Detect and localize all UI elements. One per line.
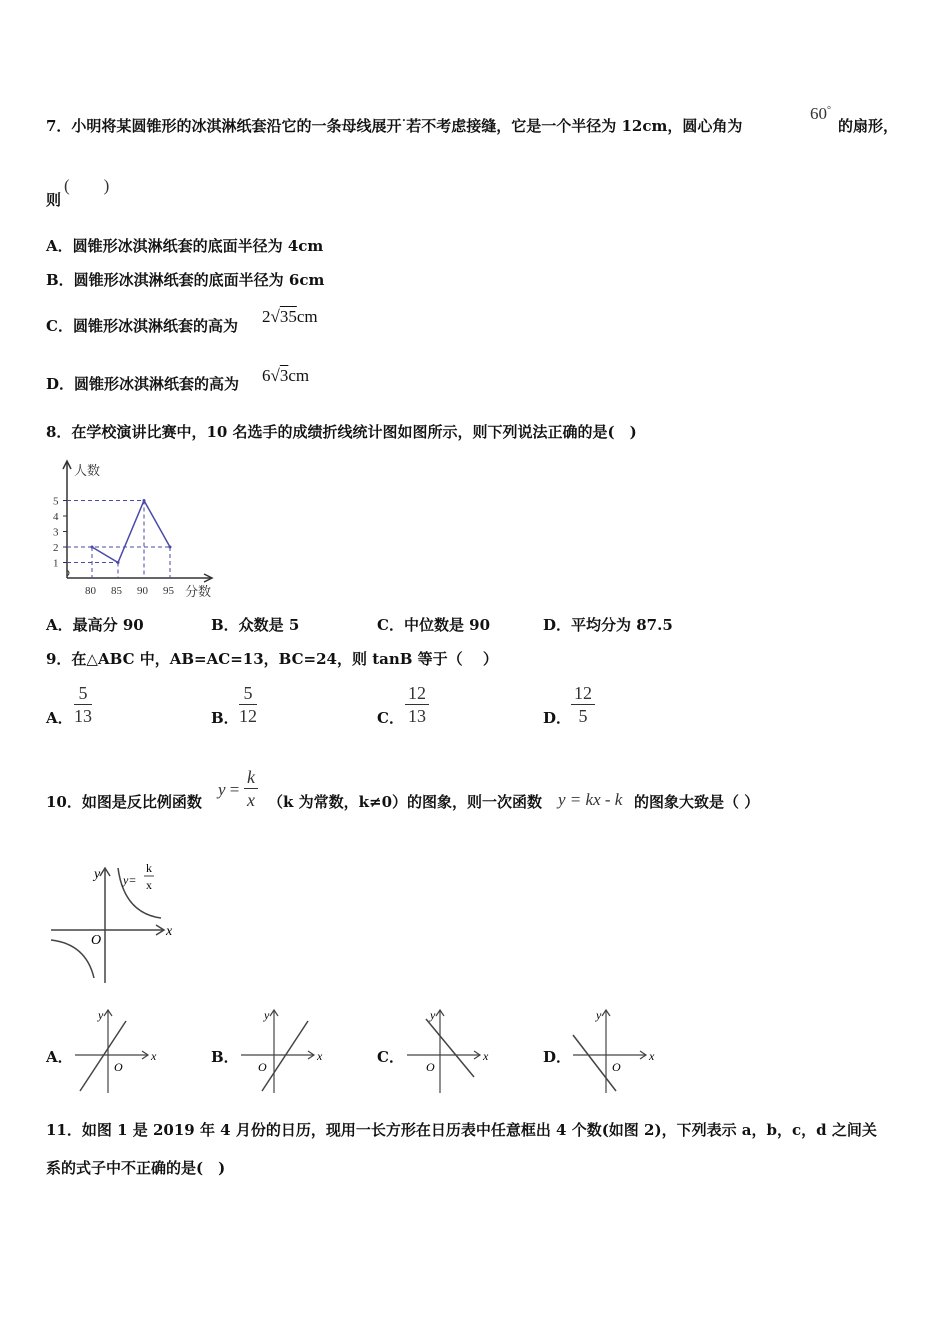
- q7-stem-part1: 7．小明将某圆锥形的冰淇淋纸套沿它的一条母线展开: [46, 117, 402, 135]
- q10-option-b-line: [262, 1021, 308, 1091]
- q9-option-a-label[interactable]: A．: [46, 709, 73, 727]
- q9-option-c-fraction: $\frac{12}{13}$: [405, 683, 429, 727]
- q7-option-a[interactable]: A．圆锥形冰淇淋纸套的底面半径为 4cm: [46, 237, 324, 255]
- svg-text:x: x: [649, 1049, 655, 1063]
- q8-y-axis-label: 人数: [74, 463, 101, 478]
- q10-option-c-graph[interactable]: [402, 1005, 497, 1095]
- q8-y-tick-label-5: 5: [53, 495, 59, 508]
- q7-answer-paren: ( ): [64, 176, 110, 195]
- q8-y-tick-label-1: 1: [53, 557, 59, 570]
- svg-text:O: O: [426, 1060, 435, 1074]
- svg-text:O: O: [258, 1060, 267, 1074]
- q7-stem-part2: 若不考虑接缝，它是一个半径为 12cm，圆心角为: [406, 117, 743, 135]
- svg-text:y: y: [430, 1008, 436, 1022]
- q7-option-d-text: D．圆锥形冰淇淋纸套的高为: [46, 375, 240, 393]
- q8-point-85: [117, 561, 120, 564]
- q10-graph-x-label: x: [166, 924, 173, 939]
- q8-x-tick-label-80: 80: [85, 585, 96, 597]
- q7-angle: 60°: [810, 104, 831, 123]
- q10-option-d-graph[interactable]: [568, 1005, 663, 1095]
- q10-func-y: y =: [218, 780, 240, 799]
- svg-text:y: y: [264, 1008, 270, 1022]
- q11-stem-line1: 11．如图 1 是 2019 年 4 月份的日历，现用一长方形在日历表中任意框出 4 个数(如图 2)，下列表示 a，b，c，d 之间关: [46, 1121, 877, 1139]
- q9-stem: 9．在△ABC 中，AB=AC=13，BC=24，则 tanB 等于（ ）: [46, 650, 498, 668]
- q10-curve-label-k: k: [146, 861, 152, 875]
- q10-stem-part1: 10．如图是反比例函数: [46, 793, 202, 811]
- q8-stem: 8．在学校演讲比赛中，10 名选手的成绩折线统计图如图所示，则下列说法正确的是( ): [46, 423, 637, 441]
- q7-dot: ·: [401, 111, 407, 129]
- q10-linear-func: y = kx - k: [558, 790, 623, 809]
- q7-option-d-math: 6√3cm: [262, 366, 310, 385]
- q7-option-c-math: 2√35cm: [262, 307, 318, 326]
- q10-hyperbola-branch-2: [51, 940, 94, 978]
- q9-option-d-fraction: $\frac{12}{5}$: [571, 683, 595, 727]
- q8-option-a[interactable]: A．最高分 90: [46, 616, 144, 634]
- q8-x-axis-label: 分数: [185, 584, 212, 599]
- q10-option-c-label[interactable]: C．: [377, 1048, 404, 1066]
- q10-option-d-label[interactable]: D．: [543, 1048, 572, 1066]
- q10-option-b-graph[interactable]: [236, 1005, 331, 1095]
- q8-option-d[interactable]: D．平均分为 87.5: [543, 616, 673, 634]
- q10-option-b-label[interactable]: B．: [211, 1048, 239, 1066]
- svg-text:O: O: [612, 1060, 621, 1074]
- svg-text:x: x: [317, 1049, 323, 1063]
- q7-option-d[interactable]: [46, 374, 239, 394]
- q10-option-d-line: [573, 1035, 616, 1091]
- svg-text:O: O: [114, 1060, 123, 1074]
- q8-line-chart: [40, 455, 230, 605]
- q9-option-b-label[interactable]: B．: [211, 709, 239, 727]
- q10-stem-part3: 的图象大致是（ ）: [634, 793, 760, 811]
- q7-option-c[interactable]: [46, 316, 238, 336]
- q8-x-tick-label-95: 95: [163, 585, 174, 597]
- q7-option-b[interactable]: B．圆锥形冰淇淋纸套的底面半径为 6cm: [46, 271, 325, 289]
- q8-y-tick-label-4: 4: [53, 511, 59, 523]
- q10-option-a-label[interactable]: A．: [46, 1048, 73, 1066]
- q8-x-tick-label-90: 90: [137, 585, 148, 597]
- q8-x-tick-label-85: 85: [111, 585, 122, 597]
- q10-graph-origin-label: O: [91, 933, 102, 948]
- q10-graph-y-label: y: [94, 867, 101, 882]
- q8-point-90: [143, 499, 146, 502]
- q10-hyperbola-figure: [46, 858, 181, 988]
- svg-text:x: x: [151, 1049, 157, 1063]
- svg-text:x: x: [483, 1049, 489, 1063]
- q8-y-tick-label-3: 3: [53, 526, 59, 539]
- q11-stem-line2: 系的式子中不正确的是( ): [46, 1159, 226, 1177]
- q9-option-c-label[interactable]: C．: [377, 709, 404, 727]
- q9-option-a-fraction: $\frac{5}{13}$: [74, 683, 92, 726]
- q10-option-a-graph[interactable]: [70, 1005, 165, 1095]
- q10-curve-label-y: y=: [123, 873, 137, 887]
- q8-option-c[interactable]: C．中位数是 90: [377, 616, 491, 634]
- q8-point-80: [91, 546, 94, 549]
- q10-func-fraction: $\frac{k}{x}$: [244, 767, 258, 811]
- q8-y-tick-label-2: 2: [53, 542, 59, 554]
- q10-curve-label-x: x: [146, 878, 152, 892]
- q9-option-b-fraction: $\frac{5}{12}$: [239, 683, 257, 726]
- q7-option-c-text: C．圆锥形冰淇淋纸套的高为: [46, 317, 238, 335]
- svg-text:y: y: [596, 1008, 602, 1022]
- svg-text:y: y: [98, 1008, 104, 1022]
- q8-series-line: [92, 501, 170, 563]
- q9-option-d-label[interactable]: D．: [543, 709, 572, 727]
- q7-stem-line2: 则: [46, 191, 62, 209]
- q7-stem-line1: [46, 111, 743, 136]
- q8-point-95: [169, 546, 172, 549]
- q10-option-a-line: [80, 1021, 126, 1091]
- q7-stem-part3: 的扇形，: [838, 117, 899, 135]
- q8-option-b[interactable]: B．众数是 5: [211, 616, 300, 634]
- q10-stem-part2: （k 为常数，k≠0）的图象，则一次函数: [268, 793, 543, 811]
